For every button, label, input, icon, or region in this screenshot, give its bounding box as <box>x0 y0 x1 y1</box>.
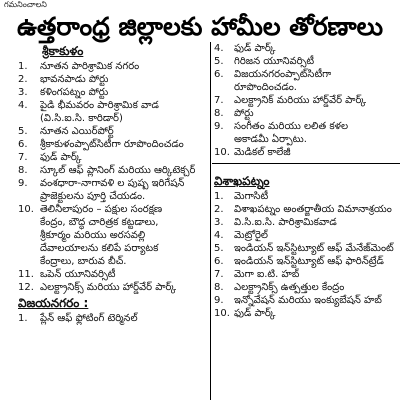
item-text: సంగీతం మరియు లలిత కళల అకాడమీ ఏర్పాటు. <box>234 121 349 145</box>
item-text: ఇండియన్ ఇన్‌స్టిట్యూట్ ఆఫ్ ఫారిన్‌ట్రేడ్ <box>234 256 384 267</box>
item-number: 10. <box>214 308 230 319</box>
list-item <box>18 203 208 255</box>
item-number: 10. <box>214 147 230 158</box>
item-number: 4. <box>214 43 224 54</box>
item-number: 9. <box>214 121 224 132</box>
top-snippet: గమనించాలని <box>4 0 47 9</box>
item-text: కళింగపట్నం పోర్టు <box>40 87 109 98</box>
item-text: విజయనగరంప్పాట్‌సిటీగా రూపొందించడం. <box>234 69 332 93</box>
item-text: ఎలక్ట్రానిక్ మరియు హార్డ్‌వేర్ పార్క్ <box>234 95 367 106</box>
item-text: ఫుడ్ పార్క్ <box>40 152 82 163</box>
item-text: ఇండియన్ ఇన్‌స్టిట్యూట్ ఆఫ్ మేనేజ్‌మెంట్ <box>234 243 394 254</box>
list-item <box>214 203 400 216</box>
item-text: ప్లేన్ ఆఫ్ ఫ్లోటింగ్ టెర్మినల్ <box>40 313 138 324</box>
item-number: 4. <box>214 230 224 241</box>
item-number: 9. <box>18 178 28 189</box>
list-item <box>214 242 400 255</box>
item-number: 5. <box>214 243 224 254</box>
item-text: విశాఖపట్నం అంతర్జాతీయ విమానాశ్రయం <box>234 204 392 215</box>
item-number: 2. <box>18 74 28 85</box>
item-text: నూతన పారిశ్రామిక నగరం <box>40 61 140 72</box>
list-item <box>18 86 208 99</box>
list-item <box>214 68 400 94</box>
column-divider <box>210 42 211 400</box>
list-item <box>214 229 400 242</box>
item-text: తెలినీలాపురం – పక్షుల సంరక్షణ కేంద్రం, బౌద్ధ చారిత్రక కట్టడాలు, శ్రీకూర్మం మరియు అరసవల్లి దేవాలయాలను కలిపే పర్యాటక <box>40 204 163 254</box>
item-number: 9. <box>214 295 224 306</box>
item-text: గిరిజన యూనివర్సిటీ <box>234 56 315 67</box>
list-item <box>214 255 400 268</box>
list-item <box>214 307 400 320</box>
item-number: 6. <box>214 69 224 80</box>
item-text: కేంద్రాలు, బారువ బీచ్. <box>40 256 127 267</box>
item-number: 8. <box>214 282 224 293</box>
list-item <box>18 125 208 138</box>
item-number: 6. <box>214 256 224 267</box>
item-number: 12. <box>18 282 34 293</box>
item-number: 5. <box>214 56 224 67</box>
list-item <box>18 164 208 177</box>
item-text: శ్రీకాకుళంప్పాట్‌సిటీగా రూపొందించడం <box>40 139 184 150</box>
district-heading-srikakulam: శ్రీకాకుళం <box>42 44 84 58</box>
item-text: మెగా ఐ.టి. హబ్ <box>234 269 300 280</box>
item-text: ఫుడ్ పార్క్ <box>234 43 276 54</box>
list-item <box>18 312 208 325</box>
list-item <box>18 60 208 73</box>
item-text: ఫుడ్ పార్క్ <box>234 308 276 319</box>
list-item <box>214 146 400 159</box>
list-item <box>214 107 400 120</box>
item-text: ఇన్నోవేషన్ మరియు ఇంక్యుబేషన్ హబ్ <box>234 295 382 306</box>
item-number: 11. <box>18 269 34 280</box>
list-item-continued <box>18 255 208 268</box>
list-item <box>214 42 400 55</box>
list-item <box>18 151 208 164</box>
item-number: 1. <box>18 313 28 324</box>
item-number: 4. <box>18 100 28 111</box>
item-number: 1. <box>214 191 224 202</box>
item-number: 3. <box>18 87 28 98</box>
item-number: 2. <box>214 204 224 215</box>
list-item <box>18 73 208 86</box>
item-number: 7. <box>214 269 224 280</box>
item-text: వంశధారా-నాగావళి ల పుష్ప ఇరిగేషన్ ప్రాజెక్టులను పూర్తి చేయడం. <box>40 178 185 202</box>
item-number: 1. <box>18 61 28 72</box>
item-text: ఒపెన్ యూనివర్సిటీ <box>40 269 116 280</box>
list-item <box>214 55 400 68</box>
item-number: 10. <box>18 204 34 215</box>
right-column <box>214 42 400 320</box>
page-title: ఉత్తరాంధ్ర జిల్లాలకు హామీల తోరణాలు <box>16 12 384 41</box>
item-text: ఎలక్ట్రానిక్స్ ఉత్పత్తుల కేంద్రం <box>234 282 345 293</box>
list-item <box>214 281 400 294</box>
item-text: భావనపాడు పోర్టు <box>40 74 109 85</box>
item-number: 8. <box>18 165 28 176</box>
item-text: పైడి భీమవరం పారిశ్రామిక వాడ (వి.సి.ఐ.సి. కారిడార్) <box>40 100 159 124</box>
list-item <box>214 294 400 307</box>
district-heading-vizianagaram: విజయనగరం : <box>18 296 89 310</box>
item-text: నూతన ఎయిర్‌పోర్ట్ <box>40 126 114 137</box>
item-text: వి.సి.ఐ.సి. పారిశ్రామికవాడ <box>234 217 337 228</box>
item-number: 5. <box>18 126 28 137</box>
list-item <box>214 190 400 203</box>
item-text: మెగాసిటీ <box>234 191 269 202</box>
list-item <box>18 268 208 281</box>
list-item <box>18 99 208 125</box>
item-text: మెట్రోరైల్ <box>234 230 268 241</box>
district-heading-visakhapatnam: విశాఖపట్నం <box>214 174 270 188</box>
list-item <box>18 138 208 151</box>
left-column <box>18 42 208 325</box>
item-text: పోర్టు <box>234 108 254 119</box>
item-text: ఎలక్ట్రానిక్స్ మరియు హార్డ్‌వేర్ పార్క్ <box>40 282 177 293</box>
list-item <box>18 177 208 203</box>
list-item <box>214 216 400 229</box>
item-number: 3. <box>214 217 224 228</box>
item-number: 7. <box>214 95 224 106</box>
list-item <box>214 268 400 281</box>
list-item <box>18 281 208 294</box>
item-number: 6. <box>18 139 28 150</box>
item-text: మెడికల్ కాలేజీ <box>234 147 291 158</box>
list-item <box>214 94 400 107</box>
list-item <box>214 120 400 146</box>
item-text: స్కూల్ ఆఫ్ ప్లానింగ్ మరియు ఆర్కిటెక్చర్ <box>40 165 196 176</box>
item-number: 7. <box>18 152 28 163</box>
item-number: 8. <box>214 108 224 119</box>
section-rule <box>212 163 400 164</box>
